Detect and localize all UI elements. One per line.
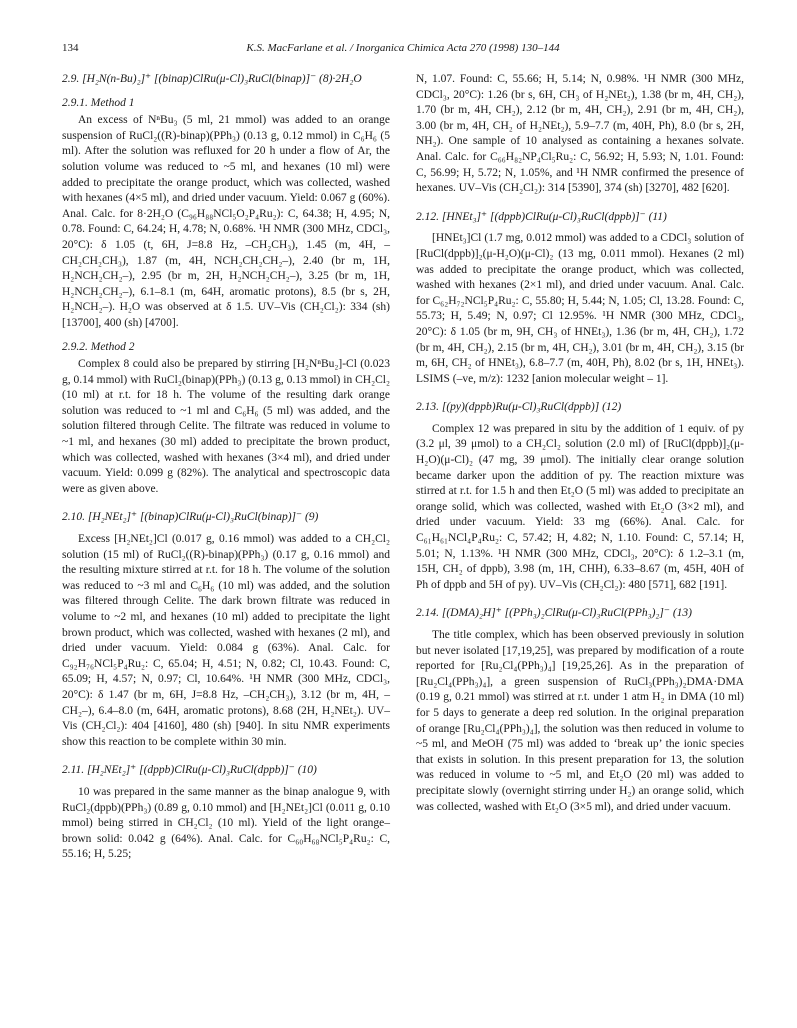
left-column — [62, 72, 390, 863]
method-2-paragraph: Complex 8 could also be prepared by stirring [H₂NⁿBu₂]-Cl (0.023 g, 0.14 mmol) with RuCl₂(binap)(PPh₃) (0.13 g, 0.13 mmol) in CH₂Cl₂ (10 ml) at r.t. for 18 h. The volume of the resulting dark orange solution was reduced to ~1 ml and C₆H₆ (5 ml) was added, and the solution filtered through Celite. The filtrate was reduced in volume to ~1 ml, and hexanes (30 ml) added to precipitate the brown product, which was collected, washed with hexanes (3×4 ml), and dried under vacuum. Yield: 0.099 g (82%). The analytical and spectroscopic data were as given above. — [62, 358, 390, 495]
method-2-title: 2.9.2. Method 2 — [62, 340, 135, 353]
right-column — [416, 72, 744, 815]
section-2-13-title: 2.13. [(py)(dppb)Ru(μ-Cl)₃RuCl(dppb)] (12) — [416, 401, 622, 414]
method-1-paragraph: An excess of NⁿBu₃ (5 ml, 21 mmol) was added to an orange suspension of RuCl₂((R)-binap)(PPh₃) (0.13 g, 0.12 mmol) in C₆H₆ (5 ml). After the solution was refluxed for 20 h under a flow of Ar, the solution volume was reduced to ~5 ml, and hexanes (10 ml) were added to precipitate the orange product, which was collected, washed with hexanes (4×5 ml), and dried under vacuum. Yield: 0.067 g (60%). Anal. Calc. for 8·2H₂O (C₉₆H₈₈NCl₅O₂P₄Ru₂): C, 64.38; H, 4.95; N, 0.78. Found: C, 64.24; H, 4.78; N, 0.68%. ¹H NMR (300 MHz, CDCl₃, 20°C): δ 1.05 (t, 6H, J=8.8 Hz, –CH₂CH₃), 1.45 (m, 4H, –CH₂CH₂CH₃), 1.87 (m, 4H, NCH₂CH₂CH₂–), 2.40 (br m, 1H, H₂NCH₂CH₂–), 2.95 (br m, 2H, H₂NCH₂CH₂–), 3.25 (br m, 1H, H₂NCH₂CH₂–), 6.1–8.1 (m, 64H, aromatic protons), 8.5 (br s, 2H, H₂NCH₂–). H₂O was observed at δ 1.5. UV–Vis (CH₂Cl₂): 334 (sh) [13700], 400 (sh) [4700]. — [62, 114, 390, 329]
running-head: K.S. MacFarlane et al. / Inorganica Chimica Acta 270 (1998) 130–144 — [246, 42, 560, 54]
section-2-11-title: 2.11. [H₂NEt₂]⁺ [(dppb)ClRu(μ-Cl)₃RuCl(dppb)]⁻ (10) — [62, 764, 317, 777]
section-2-11-paragraph: 10 was prepared in the same manner as the binap analogue 9, with RuCl₂(dppb)(PPh₃) (0.89 g, 0.10 mmol) and [H₂NEt₂]Cl (0.011 g, 0.10 mmol) being stirred in CH₂Cl₂ (10 ml). Yield of the light orange–brown solid: 0.042 g (64%). Anal. Calc. for C₆₀H₆₈NCl₅P₄Ru₂: C, 55.16; H, 5.25; — [62, 785, 390, 861]
section-2-9-title: 2.9. [H₂N(n-Bu)₂]⁺ [(binap)ClRu(μ-Cl)₃RuCl(binap)]⁻ (8)·2H₂O — [62, 73, 362, 85]
section-2-10-title: 2.10. [H₂NEt₂]⁺ [(binap)ClRu(μ-Cl)₃RuCl(binap)]⁻ (9) — [62, 511, 319, 524]
section-2-13-paragraph: Complex 12 was prepared in situ by the addition of 1 equiv. of py (3.2 μl, 39 μmol) to a CH₂Cl₂ solution (2.0 ml) of [RuCl(dppb)]₂(μ-H₂O)(μ-Cl)₂ (47 mg, 39 μmol). The initially clear orange solution became darker upon the addition of py. The reaction mixture was stirred at r.t. for 1.5 h and then Et₂O (5 ml) was added to precipitate an orange solid, which was collected, washed with Et₂O (3×2 ml), and dried under vacuum. Yield: 33 mg (66%). Anal. Calc. for C₆₁H₆₁NCl₄P₄Ru₂: C, 57.42; H, 4.82; N, 1.10. Found: C, 57.14; H, 5.01; N, 1.13%. ¹H NMR (300 MHz, CDCl₃, 20°C): δ 1.2–3.1 (m, 15H, CH₂ of dppb), 3.98 (m, 1H, CHH), 6.33–8.67 (m, 45H, 40H of Ph of dppb and 5H of py). UV–Vis (CH₂Cl₂): 480 [571], 682 [191]. — [416, 422, 744, 591]
page-number: 134 — [62, 42, 79, 54]
section-2-10-paragraph: Excess [H₂NEt₂]Cl (0.017 g, 0.16 mmol) was added to a CH₂Cl₂ solution (15 ml) of RuCl₂((R)-binap)(PPh₃) (0.17 g, 0.16 mmol) and the resulting mixture stirred at r.t. for 18 h. The volume of the solution was reduced to ~3 ml and C₆H₆ (10 ml) was added, and the solution was filtered through Celite. The dark brown filtrate was reduced in volume to ~2 ml, and hexanes (10 ml) added to precipitate the light brown product, which was collected, washed with hexanes (2 ml), and dried under vacuum. Yield: 0.084 g (63%). Anal. Calc. for C₉₂H₇₆NCl₅P₄Ru₂: C, 65.04; H, 4.51; N, 0.82; Cl, 10.43. Found: C, 65.09; H, 4.57; N, 0.97; Cl, 10.64%. ¹H NMR (300 MHz, CDCl₃, 20°C): δ 1.47 (br m, 6H, J=8.8 Hz, –CH₂CH₃), 3.12 (br m, 4H, –CH₂–), 6.4–8.0 (m, 64H, aromatic protons), 8.68 (2H, H₂NEt₂). UV–Vis (CH₂Cl₂): 404 [4160], 480 (sh) [940]. In situ NMR experiments show this reaction to be complete within 30 min. — [62, 533, 390, 748]
section-2-14-title: 2.14. [(DMA)₂H]⁺ [(PPh₃)₂ClRu(μ-Cl)₃RuCl(PPh₃)₂]⁻ (13) — [416, 607, 693, 620]
section-2-11-continuation: N, 1.07. Found: C, 55.66; H, 5.14; N, 0.98%. ¹H NMR (300 MHz, CDCl₃, 20°C): 1.26 (br s, 6H, CH₃ of H₂NEt₂), 1.38 (br m, 4H, CH₂), 1.70 (br m, 4H, CH₂), 2.12 (br m, 4H, CH₂), 2.91 (br m, 4H, CH₂), 3.00 (br m, 4H, CH₂ of H₂NEt₂), 5.9–7.7 (m, 40H, Ph), 8.0 (br s, 2H, NH₂). One sample of 10 analysed as containing a hexanes solvate. Anal. Calc. for C₆₆H₈₂NP₄Cl₅Ru₂: C, 56.92; H, 5.93; N, 1.01. Found: C, 56.99; H, 5.72; N, 1.05%, and ¹H NMR confirmed the presence of hexanes. UV–Vis (CH₂Cl₂): 314 [5390], 374 (sh) [3270], 482 [620]. — [416, 73, 744, 195]
section-2-14-paragraph: The title complex, which has been observed previously in solution but never isolated [17,19,25], was prepared by modification of a route reported for [Ru₂Cl₄(PPh₃)₄] [19,25,26]. As in the preparation of [Ru₂Cl₄(PPh₃)₄], a green suspension of RuCl₃(PPh₃)₂DMA·DMA (0.19 g, 0.21 mmol) was stirred at r.t. under 1 atm H₂ in DMA (10 ml) for 5 days to generate a deep red solution. In the original preparation of orange [Ru₂Cl₄(PPh₃)₄], the solution was then reduced in volume to ~5 ml, and MeOH (75 ml) was added to ‘break up’ the ionic species that exists in solution. In this present preparation for 13, the solution was reduced in volume to ~5 ml, and Et₂O (20 ml) was added to precipitate slowly (overnight stirring under H₂) an orange solid, which was collected, washed with Et₂O (3×5 ml), and dried under vacuum. — [416, 629, 744, 813]
method-1-title: 2.9.1. Method 1 — [62, 96, 135, 109]
page-header — [62, 42, 744, 58]
section-2-12-title: 2.12. [HNEt₃]⁺ [(dppb)ClRu(μ-Cl)₃RuCl(dppb)]⁻ (11) — [416, 210, 667, 223]
section-2-12-paragraph: [HNEt₃]Cl (1.7 mg, 0.012 mmol) was added to a CDCl₃ solution of [RuCl(dppb)]₂(μ-H₂O)(μ-Cl)₂ (13 mg, 0.011 mmol). Hexanes (2 ml) was added to precipitate the orange product, which was collected, washed with hexanes (2×1 ml), and dried under vacuum. Anal. Calc. for C₆₂H₇₂NCl₅P₄Ru₂: C, 55.80; H, 5.44; N, 1.05; Cl, 13.28. Found: C, 55.73; H, 5.49; N, 0.97; Cl 12.95%. ¹H NMR (300 MHz, CDCl₃, 20°C): δ 1.05 (br m, 9H, CH₃ of HNEt₃), 1.36 (br m, 4H, CH₂), 1.72 (br m, 4H, CH₂), 2.15 (br m, 4H, CH₂), 3.01 (br m, 4H, CH₂), 3.15 (br m, 6H, CH₂ of HNEt₃), 6.8–7.7 (m, 40H, Ph), 8.02 (br s, 1H, HNEt₃). LSIMS (–ve, m/z): 1232 [anion molecular weight – 1]. — [416, 232, 744, 385]
